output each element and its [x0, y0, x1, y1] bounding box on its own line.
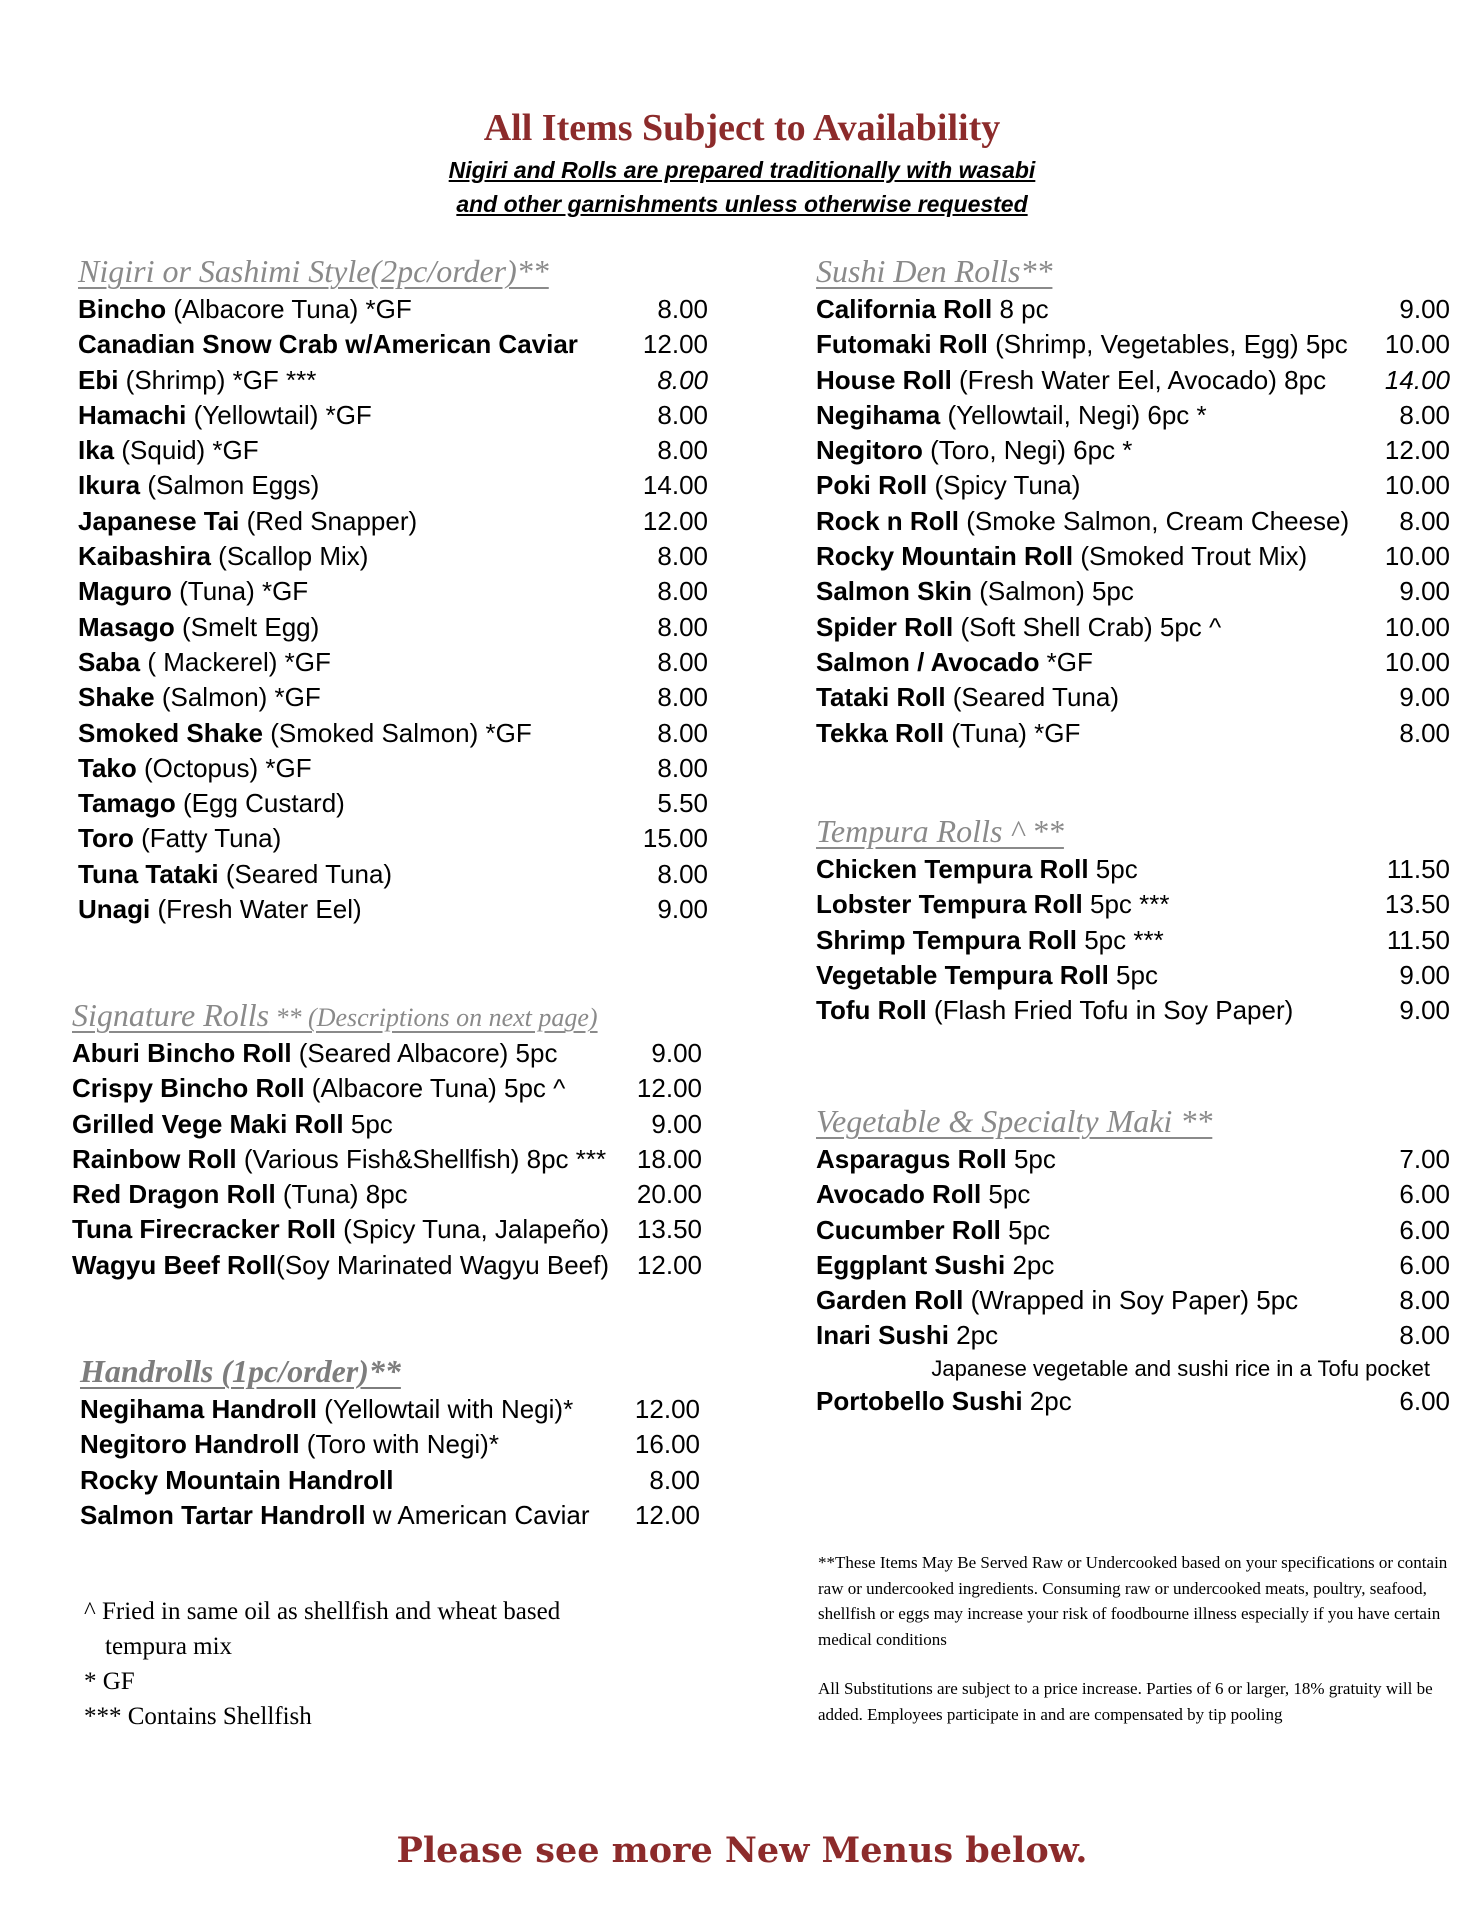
item-name: Rocky Mountain Handroll	[80, 1464, 394, 1495]
item-price: 11.50	[1386, 854, 1450, 884]
item-price: 12.00	[1384, 435, 1450, 466]
sushiden-heading: Sushi Den Rolls**	[816, 253, 1053, 289]
menu-item	[78, 610, 708, 645]
item-price: 15.00	[642, 823, 708, 854]
item-price: 18.00	[636, 1143, 702, 1174]
menu-item	[78, 751, 708, 786]
menu-item	[80, 1463, 700, 1498]
item-description: (Soy Marinated Wagyu Beef)	[276, 1249, 610, 1280]
vegetable-section	[816, 1100, 1450, 1419]
menu-item-portobello	[816, 1384, 1450, 1419]
tempura-heading: Tempura Rolls ^ **	[816, 813, 1064, 849]
item-description: (Fatty Tuna)	[133, 823, 282, 854]
menu-item	[72, 1142, 702, 1177]
tempura-section	[816, 810, 1450, 1028]
sushiden-list	[816, 292, 1450, 751]
item-description: (Shrimp, Vegetables, Egg) 5pc	[987, 329, 1348, 360]
menu-item	[816, 645, 1450, 680]
item-description: (Smoke Salmon, Cream Cheese)	[959, 505, 1350, 536]
item-name: Saba	[78, 646, 141, 677]
item-description: 5pc	[981, 1179, 1031, 1210]
item-description: 5pc	[1006, 1144, 1056, 1174]
menu-item	[72, 1071, 702, 1106]
item-name: Cucumber Roll	[816, 1214, 1001, 1245]
item-name: California Roll	[816, 294, 993, 324]
item-description: 2pc	[1022, 1385, 1072, 1416]
item-name: Rainbow Roll	[72, 1143, 237, 1174]
signature-list	[72, 1036, 702, 1283]
item-name: Lobster Tempura Roll	[816, 889, 1083, 920]
item-name: Salmon Tartar Handroll	[80, 1499, 366, 1530]
item-name: Rocky Mountain Roll	[816, 541, 1074, 572]
item-name: Bincho	[78, 294, 167, 324]
item-description: 8 pc	[992, 294, 1049, 324]
item-description: (Red Snapper)	[239, 505, 418, 536]
item-description: (Yellowtail) *GF	[186, 399, 372, 430]
signature-section	[72, 994, 702, 1283]
item-name: Ebi	[78, 364, 119, 395]
item-name: Tataki Roll	[816, 682, 946, 713]
menu-item	[80, 1392, 700, 1427]
page-title: All Items Subject to Availability	[483, 107, 1001, 149]
item-price: 12.00	[636, 1073, 702, 1104]
item-name: Rock n Roll	[816, 505, 960, 536]
item-price: 12.00	[642, 505, 708, 536]
item-name: Tekka Roll	[816, 717, 945, 748]
item-name: Hamachi	[78, 399, 187, 430]
item-description: (Spicy Tuna, Jalapeño)	[335, 1214, 610, 1245]
item-description: (Egg Custard)	[175, 788, 345, 819]
item-description: (Spicy Tuna)	[927, 470, 1081, 501]
item-description: (Fresh Water Eel)	[150, 894, 362, 925]
item-name: Futomaki Roll	[816, 329, 988, 360]
item-description: (Smoked Salmon) *GF	[262, 717, 532, 748]
vegetable-list	[816, 1142, 1450, 1354]
item-price: 5.50	[657, 788, 708, 819]
item-name: Tamago	[78, 788, 176, 819]
item-name: Red Dragon Roll	[72, 1179, 276, 1210]
item-price: 9.00	[1399, 682, 1450, 713]
item-description: (Tuna) *GF	[171, 576, 309, 607]
menu-item	[78, 468, 708, 503]
item-name: Ika	[78, 435, 115, 466]
item-price: 9.00	[1399, 294, 1450, 324]
menu-item	[816, 1142, 1450, 1177]
menu-item	[816, 958, 1450, 993]
item-description: (Seared Tuna)	[218, 858, 393, 889]
item-name: Crispy Bincho Roll	[72, 1073, 305, 1104]
item-price: 12.00	[636, 1249, 702, 1280]
item-price: 8.00	[657, 752, 708, 783]
item-price: 8.00	[649, 1464, 700, 1495]
nigiri-section	[78, 250, 708, 927]
legend-fried-cont: tempura mix	[105, 1633, 233, 1660]
item-description: (Smelt Egg)	[174, 611, 320, 642]
item-price: 10.00	[1384, 470, 1450, 501]
item-price: 7.00	[1399, 1144, 1450, 1174]
item-description: (Salmon Eggs)	[140, 470, 320, 501]
menu-item	[816, 363, 1450, 398]
handrolls-list	[80, 1392, 700, 1533]
signature-heading-title: Signature Rolls	[72, 997, 270, 1033]
item-name: Poki Roll	[816, 470, 928, 501]
nigiri-heading: Nigiri or Sashimi Style(2pc/order)**	[78, 253, 549, 289]
item-price: 8.00	[657, 611, 708, 642]
item-name: Shrimp Tempura Roll	[816, 924, 1077, 955]
item-price: 8.00	[657, 682, 708, 713]
menu-item	[72, 1036, 702, 1071]
item-price: 11.50	[1386, 924, 1450, 955]
item-price: 12.00	[634, 1499, 700, 1530]
item-description: 5pc ***	[1082, 889, 1170, 920]
menu-item	[78, 539, 708, 574]
item-price: 10.00	[1384, 329, 1450, 360]
menu-item	[72, 1177, 702, 1212]
item-price: 8.00	[1399, 1285, 1450, 1316]
item-name: Smoked Shake	[78, 717, 263, 748]
item-name: Toro	[78, 823, 134, 854]
subtitle-line-1: Nigiri and Rolls are prepared traditionally with wasabi	[448, 157, 1036, 183]
menu-item	[78, 892, 708, 927]
sushiden-section	[816, 250, 1450, 751]
item-description: (Soft Shell Crab) 5pc ^	[953, 611, 1222, 642]
item-price: 8.00	[657, 576, 708, 607]
signature-heading-note: ** (Descriptions on next page)	[269, 1003, 598, 1032]
item-price: 13.50	[636, 1214, 702, 1245]
item-description: 2pc	[948, 1320, 999, 1351]
menu-item	[816, 887, 1450, 922]
item-name: Shake	[78, 682, 155, 713]
legend-shellfish: *** Contains Shellfish	[84, 1703, 312, 1730]
item-price: 14.00	[642, 470, 708, 501]
item-description: (Flash Fried Tofu in Soy Paper)	[926, 995, 1294, 1026]
item-name: Inari Sushi	[816, 1320, 949, 1351]
item-description: (Yellowtail with Negi)*	[316, 1394, 574, 1424]
item-name: Chicken Tempura Roll	[816, 854, 1089, 884]
item-description: (Fresh Water Eel, Avocado) 8pc	[951, 364, 1327, 395]
item-price: 9.00	[651, 1108, 702, 1139]
menu-item	[78, 363, 708, 398]
item-name: Tofu Roll	[816, 995, 927, 1026]
legend-fried: ^ Fried in same oil as shellfish and wheat based	[84, 1598, 561, 1625]
item-description: (Albacore Tuna) 5pc ^	[304, 1073, 566, 1104]
menu-item	[816, 1318, 1450, 1353]
item-name: Negitoro Handroll	[80, 1429, 300, 1460]
item-name: Salmon Skin	[816, 576, 973, 607]
menu-item	[816, 923, 1450, 958]
menu-item	[72, 1248, 702, 1283]
menu-item	[816, 610, 1450, 645]
menu-item	[78, 645, 708, 680]
item-description: (Scallop Mix)	[210, 541, 369, 572]
item-price: 14.00	[1384, 364, 1450, 395]
tempura-list	[816, 852, 1450, 1028]
item-price: 8.00	[657, 399, 708, 430]
more-menus-banner: Please see more New Menus below.	[396, 1830, 1088, 1871]
item-description: (Salmon) 5pc	[972, 576, 1134, 607]
menu-item	[78, 398, 708, 433]
item-description: (Tuna) 8pc	[275, 1179, 408, 1210]
item-price: 6.00	[1399, 1179, 1450, 1210]
item-name: Canadian Snow Crab w/American Caviar	[78, 329, 578, 360]
item-description: (Wrapped in Soy Paper) 5pc	[963, 1285, 1299, 1316]
item-description: (Smoked Trout Mix)	[1073, 541, 1308, 572]
item-name: Salmon / Avocado	[816, 646, 1040, 677]
item-price: 9.00	[1399, 995, 1450, 1026]
item-name: Maguro	[78, 576, 172, 607]
item-price: 8.00	[657, 646, 708, 677]
item-name: Negihama	[816, 399, 941, 430]
item-name: Asparagus Roll	[816, 1144, 1007, 1174]
menu-item	[816, 1283, 1450, 1318]
item-name: Garden Roll	[816, 1285, 964, 1316]
signature-heading	[72, 994, 702, 1036]
disclaimer-substitutions: All Substitutions are subject to a price increase. Parties of 6 or larger, 18% gratuity will be added. Employees participate in and are compensated by tip pooling	[818, 1679, 1433, 1724]
menu-item	[78, 680, 708, 715]
menu-item	[816, 504, 1450, 539]
item-name: Spider Roll	[816, 611, 954, 642]
item-price: 10.00	[1384, 611, 1450, 642]
item-price: 8.00	[657, 541, 708, 572]
item-name: Ikura	[78, 470, 141, 501]
menu-item	[816, 539, 1450, 574]
item-name: Tuna Tataki	[78, 858, 219, 889]
item-description: 5pc ***	[1077, 924, 1164, 955]
menu-item	[80, 1427, 700, 1462]
item-price: 16.00	[634, 1429, 700, 1460]
item-name: Vegetable Tempura Roll	[816, 959, 1109, 990]
menu-item	[78, 574, 708, 609]
menu-item	[78, 327, 708, 362]
menu-item	[816, 680, 1450, 715]
item-price: 8.00	[657, 294, 708, 324]
item-name: Negihama Handroll	[80, 1394, 317, 1424]
menu-item	[816, 716, 1450, 751]
item-description: 2pc	[1005, 1249, 1055, 1280]
item-price: 10.00	[1384, 646, 1450, 677]
item-description: (Squid) *GF	[114, 435, 259, 466]
item-price: 9.00	[651, 1038, 702, 1068]
item-description: (Yellowtail, Negi) 6pc *	[940, 399, 1207, 430]
item-price: 8.00	[657, 435, 708, 466]
item-description: (Octopus) *GF	[136, 752, 312, 783]
item-description: 5pc	[1088, 854, 1138, 884]
menu-item	[816, 1248, 1450, 1283]
item-description: (Albacore Tuna) *GF	[166, 294, 412, 324]
item-description: 5pc	[1108, 959, 1158, 990]
item-description: (Seared Albacore) 5pc	[291, 1038, 558, 1068]
menu-item	[816, 852, 1450, 887]
item-price: 8.00	[657, 717, 708, 748]
item-name: Negitoro	[816, 435, 923, 466]
menu-item	[80, 1498, 700, 1533]
item-price: 8.00	[1399, 1320, 1450, 1351]
menu-item	[72, 1212, 702, 1247]
nigiri-list	[78, 292, 708, 927]
item-description: (Toro, Negi) 6pc *	[922, 435, 1133, 466]
item-price: 6.00	[1399, 1249, 1450, 1280]
menu-item	[78, 821, 708, 856]
item-name: Wagyu Beef Roll	[72, 1249, 277, 1280]
menu-item	[816, 327, 1450, 362]
menu-item	[816, 993, 1450, 1028]
item-description: (Various Fish&Shellfish) 8pc ***	[236, 1143, 607, 1174]
disclaimer-raw: **These Items May Be Served Raw or Undercooked based on your specifications or contain raw or undercooked ingredients. Consuming raw or undercooked meats, poultry, seafood, shellfish or eggs may increase your risk of foodbourne illness especially if you have certain medical conditions	[818, 1553, 1448, 1649]
menu-item	[78, 716, 708, 751]
item-name: Masago	[78, 611, 175, 642]
menu-item	[816, 433, 1450, 468]
item-description: (Tuna) *GF	[944, 717, 1081, 748]
menu-item	[78, 292, 708, 327]
item-name: Kaibashira	[78, 541, 211, 572]
menu-item	[816, 398, 1450, 433]
legend-gf: * GF	[84, 1668, 135, 1695]
item-price: 9.00	[1399, 576, 1450, 607]
handrolls-section	[80, 1350, 700, 1533]
item-price: 12.00	[642, 329, 708, 360]
item-name: House Roll	[816, 364, 952, 395]
item-description: (Seared Tuna)	[945, 682, 1119, 713]
menu-item	[78, 857, 708, 892]
item-description: w American Caviar	[365, 1499, 590, 1530]
item-description: (Toro with Negi)*	[299, 1429, 499, 1460]
item-description: 5pc	[343, 1108, 393, 1139]
item-price: 9.00	[1399, 959, 1450, 990]
item-name: Avocado Roll	[816, 1179, 982, 1210]
item-price: 6.00	[1399, 1214, 1450, 1245]
item-description: 5pc	[1000, 1214, 1051, 1245]
legend	[84, 1594, 644, 1734]
item-price: 8.00	[1399, 505, 1450, 536]
item-description: *GF	[1039, 646, 1093, 677]
item-price: 13.50	[1384, 889, 1450, 920]
item-description: (Shrimp) *GF ***	[118, 364, 317, 395]
menu-item	[816, 574, 1450, 609]
item-name: Japanese Tai	[78, 505, 240, 536]
item-name: Tako	[78, 752, 137, 783]
item-description: ( Mackerel) *GF	[140, 646, 331, 677]
menu-item	[78, 786, 708, 821]
item-price: 6.00	[1399, 1385, 1450, 1416]
menu-item	[816, 468, 1450, 503]
item-price: 8.00	[1399, 717, 1450, 748]
item-description: (Salmon) *GF	[154, 682, 321, 713]
subtitle-line-2: and other garnishments unless otherwise requested	[456, 191, 1028, 217]
item-price: 8.00	[657, 364, 708, 395]
item-price: 10.00	[1384, 541, 1450, 572]
menu-item	[78, 504, 708, 539]
menu-item	[72, 1107, 702, 1142]
item-price: 12.00	[634, 1394, 700, 1424]
menu-item	[816, 1177, 1450, 1212]
item-name: Aburi Bincho Roll	[72, 1038, 292, 1068]
item-name: Tuna Firecracker Roll	[72, 1214, 336, 1245]
item-name: Grilled Vege Maki Roll	[72, 1108, 344, 1139]
vegetable-heading: Vegetable & Specialty Maki **	[816, 1103, 1213, 1139]
item-price: 8.00	[657, 858, 708, 889]
item-name: Eggplant Sushi	[816, 1249, 1006, 1280]
menu-item	[816, 292, 1450, 327]
menu-item	[816, 1213, 1450, 1248]
item-name: Unagi	[78, 894, 151, 925]
item-price: 9.00	[657, 894, 708, 925]
inari-description: Japanese vegetable and sushi rice in a Tofu pocket	[931, 1355, 1430, 1381]
item-price: 8.00	[1399, 399, 1450, 430]
menu-item	[78, 433, 708, 468]
item-name: Portobello Sushi	[816, 1385, 1023, 1416]
handrolls-heading: Handrolls (1pc/order)**	[80, 1353, 401, 1389]
disclaimer	[818, 1550, 1458, 1751]
item-price: 20.00	[636, 1179, 702, 1210]
